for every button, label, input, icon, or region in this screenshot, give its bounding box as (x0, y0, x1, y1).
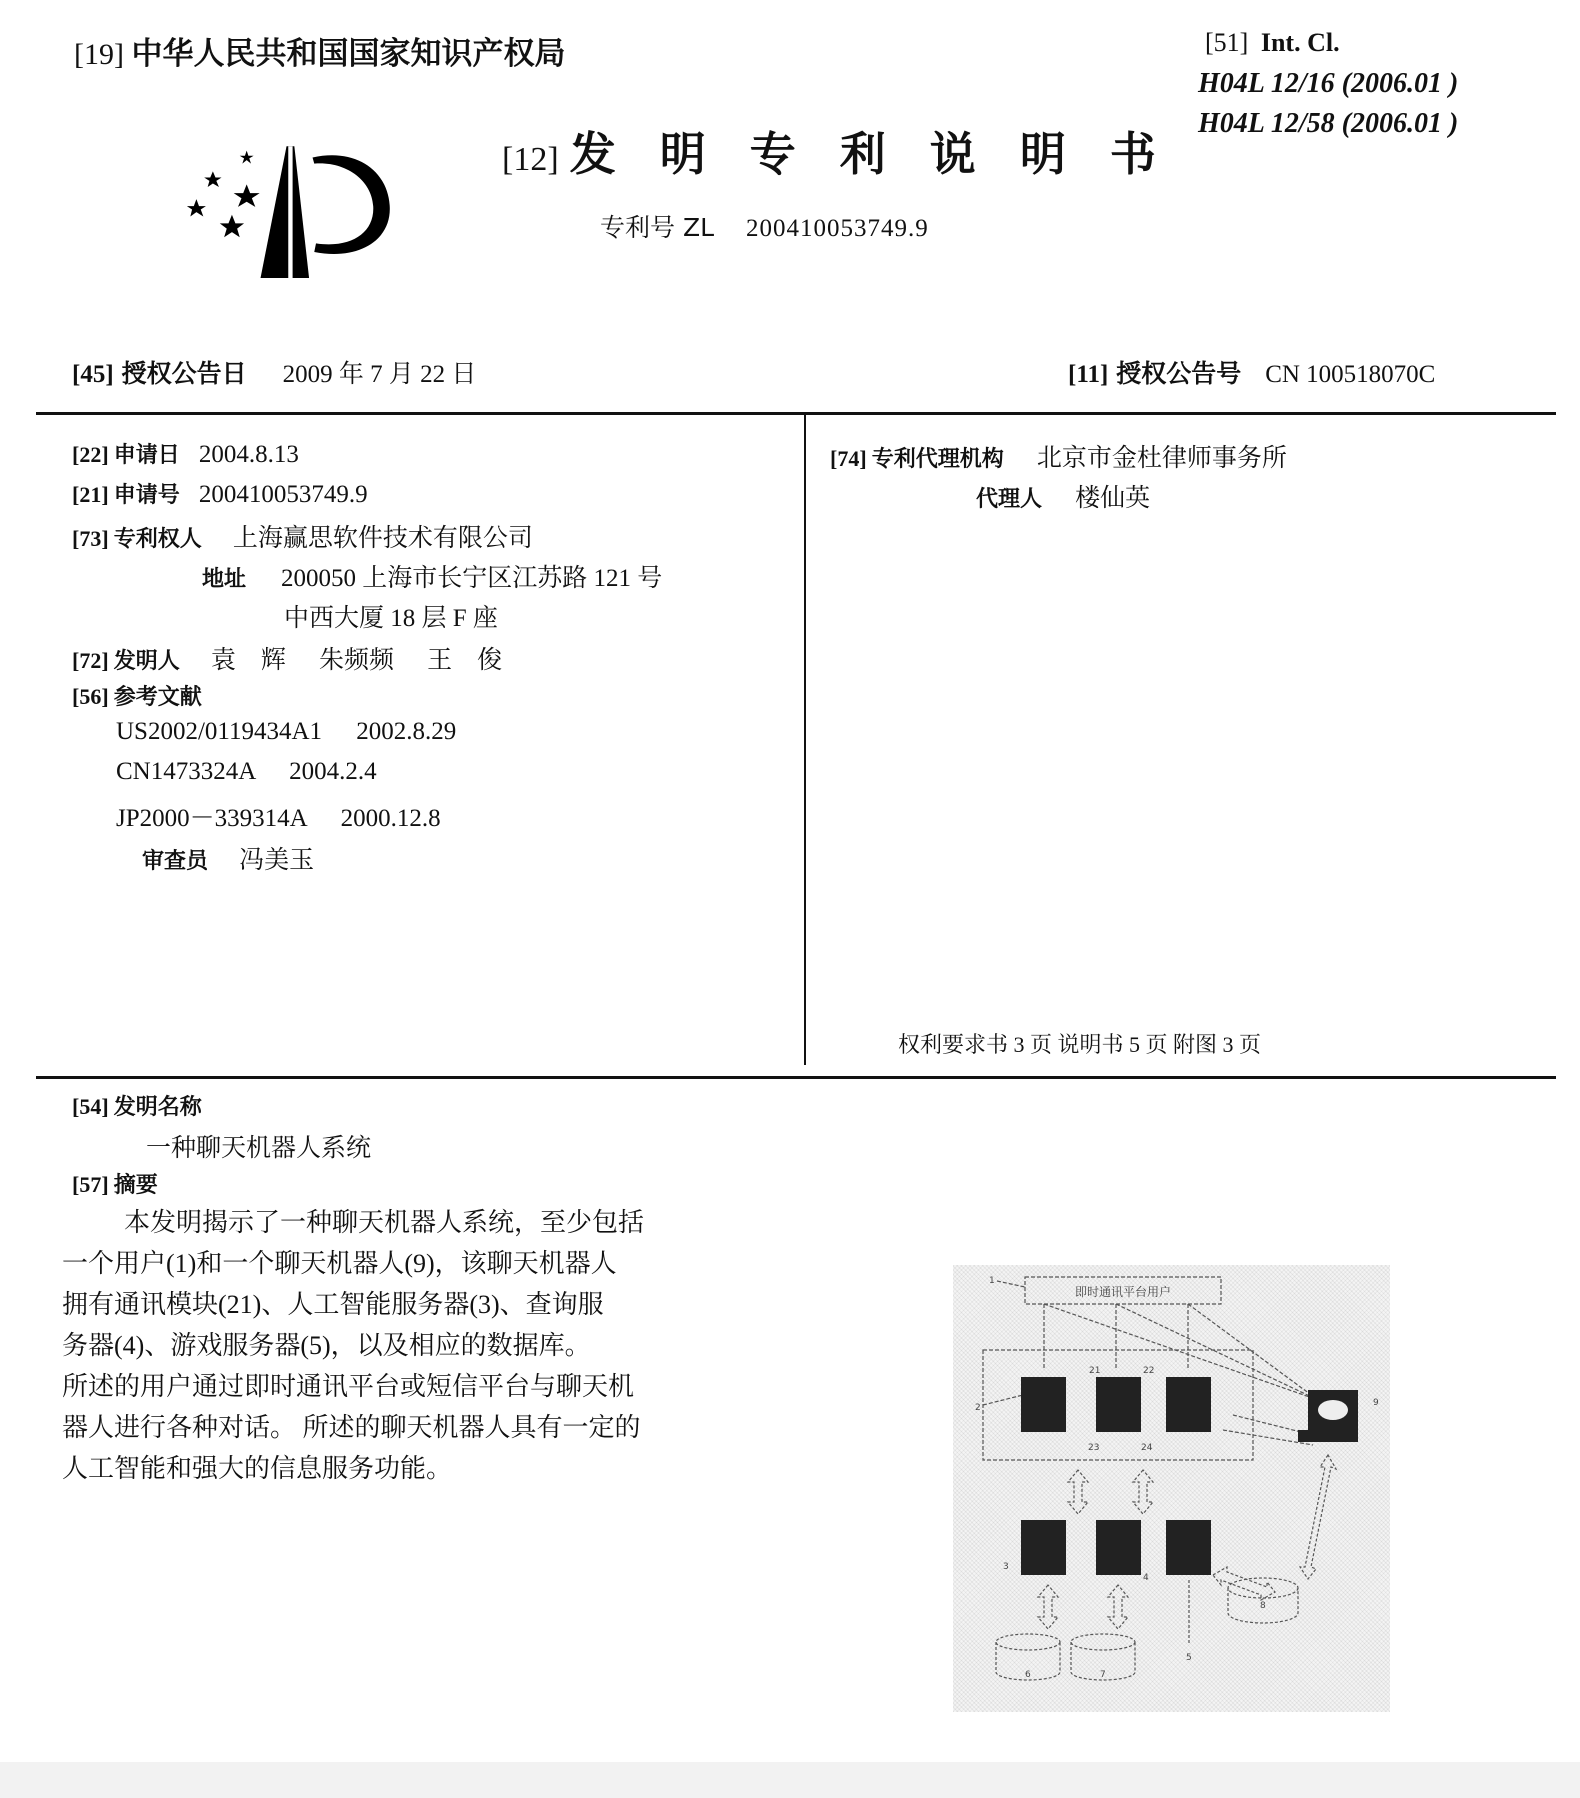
svg-text:8: 8 (1260, 1601, 1266, 1611)
field-label: 申请号 (113, 483, 180, 508)
svg-text:22: 22 (1143, 1366, 1155, 1376)
int-cl-block (1205, 28, 1340, 58)
server-icon-3 (1021, 1520, 1066, 1575)
inventor-1: 袁 辉 (210, 647, 286, 674)
bottom-rule (36, 1076, 1556, 1079)
doc-type-title (502, 118, 1170, 184)
figure-top-box-label: 即时通讯平台用户 (1074, 1285, 1172, 1299)
field-code: [21] (72, 482, 109, 507)
field-code: [73] (72, 526, 109, 551)
field-label: 摘要 (113, 1173, 158, 1198)
server-icon-23 (1166, 1377, 1211, 1432)
grant-date-label: 授权公告日 (121, 359, 247, 388)
field-value: 200410053749.9 (198, 481, 368, 508)
address-line2: 中西大厦 18 层 F 座 (284, 605, 498, 632)
abstract-line: 拥有通讯模块(21)、人工智能服务器(3)、查询服 (62, 1290, 604, 1319)
grant-date-code: [45] (72, 361, 114, 388)
abstract-line: 器人进行各种对话。 所述的聊天机器人具有一定的 (62, 1413, 641, 1442)
field-code: [56] (72, 684, 109, 709)
svg-text:1: 1 (989, 1276, 995, 1286)
grant-date (72, 354, 476, 390)
svg-text:2: 2 (975, 1403, 981, 1413)
field-value: 冯美玉 (239, 847, 315, 874)
field-label: 发明人 (113, 649, 180, 674)
field-label: 发明名称 (113, 1095, 202, 1120)
field-value: 北京市金杜律师事务所 (1036, 445, 1287, 472)
inventor-2: 朱频频 (318, 647, 394, 674)
field-value: 2004.8.13 (198, 441, 299, 468)
examiner-row (142, 840, 314, 876)
filing-date-row (72, 438, 299, 469)
top-rule (36, 412, 1556, 415)
field-code: [54] (72, 1094, 109, 1119)
svg-text:7: 7 (1100, 1670, 1106, 1680)
svg-text:4: 4 (1143, 1573, 1149, 1583)
abstract-header (72, 1168, 158, 1199)
abstract-text (62, 1202, 782, 1489)
address-label: 地址 (202, 567, 247, 592)
patent-number (600, 208, 929, 244)
doc-type-code: [12] (502, 141, 559, 178)
reference-3 (116, 798, 441, 834)
abstract-line: 本发明揭示了一种聊天机器人系统，至少包括 (124, 1208, 645, 1237)
reference-date: 2000.12.8 (340, 805, 441, 832)
office-header (74, 28, 565, 73)
svg-text:3: 3 (1003, 1562, 1009, 1572)
column-divider (804, 415, 806, 1065)
field-label: 代理人 (976, 487, 1043, 512)
agent-row (976, 478, 1150, 514)
invention-title: 一种聊天机器人系统 (146, 1135, 372, 1162)
doc-type: 发 明 专 利 说 明 书 (569, 127, 1170, 181)
reference-doc: JP2000－339314A (116, 805, 307, 832)
reference-doc: US2002/0119434A1 (116, 718, 323, 745)
grant-pub-no (1068, 354, 1435, 390)
page-counts: 权利要求书 3 页 说明书 5 页 附图 3 页 (898, 1032, 1262, 1057)
abstract-line: 一个用户(1)和一个聊天机器人(9)，该聊天机器人 (62, 1249, 617, 1278)
int-cl-code: [51] (1205, 28, 1249, 57)
reference-2 (116, 758, 377, 786)
grant-pub-code: [11] (1068, 361, 1109, 388)
server-icon-22 (1096, 1377, 1141, 1432)
reference-date: 2002.8.29 (356, 718, 457, 745)
grant-pub-value: CN 100518070C (1265, 361, 1436, 388)
abstract-figure (953, 1265, 1390, 1712)
abstract-line: 所述的用户通过即时通讯平台或短信平台与聊天机 (62, 1372, 635, 1401)
svg-text:9: 9 (1373, 1398, 1379, 1408)
field-value: 上海赢思软件技术有限公司 (232, 525, 533, 552)
application-no-row (72, 478, 368, 509)
address-line1: 200050 上海市长宁区江苏路 121 号 (281, 565, 663, 592)
office-code: [19] (74, 38, 124, 71)
cnipa-logo-icon (160, 110, 420, 290)
patent-no-value: 200410053749.9 (745, 215, 929, 242)
field-code: [22] (72, 442, 109, 467)
reference-date: 2004.2.4 (289, 758, 377, 785)
svg-text:6: 6 (1025, 1670, 1031, 1680)
laptop-keyboard-icon (1298, 1430, 1358, 1442)
svg-text:5: 5 (1186, 1653, 1192, 1663)
field-code: [72] (72, 648, 109, 673)
server-icons (1021, 1377, 1358, 1575)
page-bottom-band (0, 1762, 1580, 1798)
field-value: 楼仙英 (1075, 485, 1151, 512)
int-cl-label: Int. Cl. (1260, 28, 1340, 57)
field-label: 参考文献 (113, 685, 202, 710)
abstract-line: 务器(4)、游戏服务器(5)，以及相应的数据库。 (62, 1331, 591, 1360)
field-label: 专利权人 (113, 527, 202, 552)
grant-pub-label: 授权公告号 (1116, 359, 1242, 388)
patent-no-label: 专利号 ZL (600, 213, 715, 242)
field-code: [57] (72, 1172, 109, 1197)
field-label: 审查员 (142, 849, 209, 874)
server-icon-4 (1096, 1520, 1141, 1575)
reference-doc: CN1473324A (116, 758, 255, 785)
references-header (72, 680, 202, 711)
field-code: [74] (830, 446, 867, 471)
server-icon-21 (1021, 1377, 1066, 1432)
inventor-3: 王 俊 (427, 647, 503, 674)
svg-text:23: 23 (1088, 1443, 1100, 1453)
system-diagram (953, 1265, 1390, 1712)
svg-text:21: 21 (1089, 1366, 1101, 1376)
reference-1 (116, 718, 456, 746)
agency-row (830, 438, 1287, 474)
office-name: 中华人民共和国国家知识产权局 (131, 36, 566, 72)
grant-date-value: 2009 年 7 月 22 日 (282, 361, 477, 388)
invention-title-header (72, 1090, 202, 1121)
server-icon-5 (1166, 1520, 1211, 1575)
field-label: 专利代理机构 (871, 447, 1004, 472)
int-cl-1: H04L 12/16 (2006.01 ) (1198, 68, 1459, 99)
field-label: 申请日 (113, 443, 180, 468)
svg-text:24: 24 (1141, 1443, 1153, 1453)
inventors-row (72, 640, 502, 676)
abstract-line: 人工智能和强大的信息服务功能。 (62, 1454, 453, 1483)
patentee-row (72, 518, 533, 554)
int-cl-2: H04L 12/58 (2006.01 ) (1198, 108, 1459, 139)
